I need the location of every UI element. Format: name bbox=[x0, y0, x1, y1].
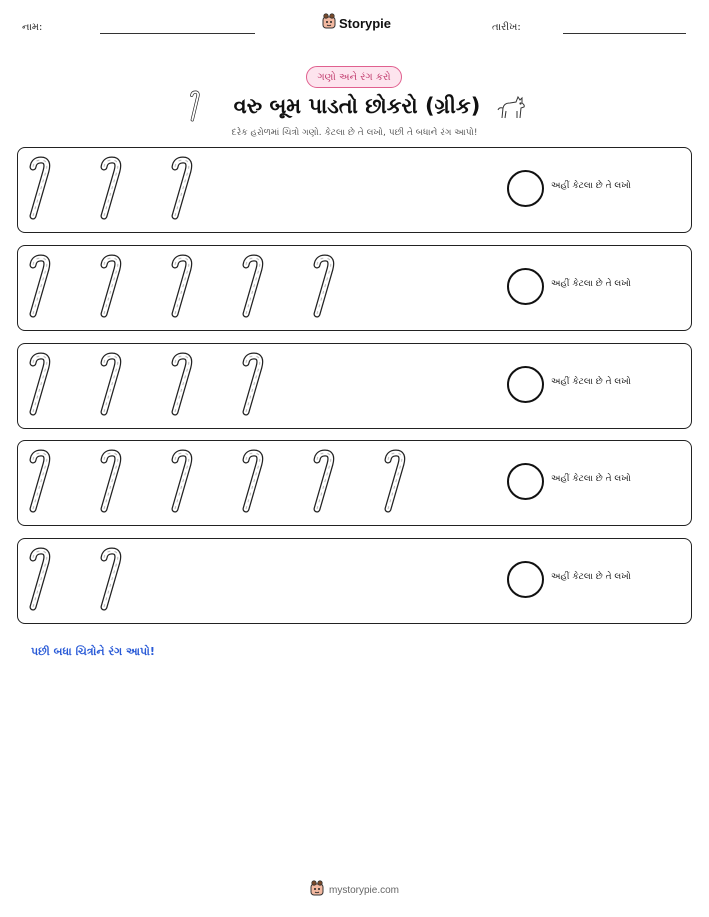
answer-circle[interactable] bbox=[507, 366, 544, 403]
answer-prompt: અહીં કેટલા છે તે લખો bbox=[551, 572, 631, 582]
candy-cane-icon[interactable] bbox=[28, 547, 99, 617]
candy-cane-icon[interactable] bbox=[170, 156, 241, 226]
answer-circle[interactable] bbox=[507, 268, 544, 305]
answer-prompt: અહીં કેટલા છે તે લખો bbox=[551, 279, 631, 289]
count-row bbox=[17, 538, 692, 624]
answer-circle[interactable] bbox=[507, 561, 544, 598]
candy-cane-icon[interactable] bbox=[99, 352, 170, 422]
count-row bbox=[17, 147, 692, 233]
count-row bbox=[17, 440, 692, 526]
footer bbox=[0, 880, 709, 900]
candy-cane-icon[interactable] bbox=[383, 449, 454, 519]
candy-cane-icon[interactable] bbox=[28, 352, 99, 422]
candy-cane-icon[interactable] bbox=[28, 449, 99, 519]
candy-cane-icon[interactable] bbox=[99, 156, 170, 226]
candy-cane-icon[interactable] bbox=[170, 449, 241, 519]
name-label: નામ: bbox=[22, 22, 43, 33]
answer-prompt: અહીં કેટલા છે તે લખો bbox=[551, 377, 631, 387]
cane-group bbox=[28, 449, 454, 519]
answer-prompt: અહીં કેટલા છે તે લખો bbox=[551, 181, 631, 191]
candy-cane-icon[interactable] bbox=[241, 449, 312, 519]
cane-group bbox=[28, 156, 241, 226]
activity-badge: ગણો અને રંગ કરો bbox=[306, 66, 402, 88]
storypie-logo-icon bbox=[310, 880, 324, 900]
brand-name: Storypie bbox=[339, 15, 392, 31]
count-row bbox=[17, 245, 692, 331]
candy-cane-icon bbox=[187, 90, 205, 126]
answer-circle[interactable] bbox=[507, 170, 544, 207]
candy-cane-icon[interactable] bbox=[99, 254, 170, 324]
footer-site: mystorypie.com bbox=[328, 884, 399, 896]
name-line[interactable] bbox=[100, 33, 255, 34]
wolf-icon bbox=[496, 90, 528, 126]
storypie-logo-icon bbox=[322, 13, 336, 33]
answer-circle[interactable] bbox=[507, 463, 544, 500]
candy-cane-icon[interactable] bbox=[99, 547, 170, 617]
cane-group bbox=[28, 254, 383, 324]
candy-cane-icon[interactable] bbox=[312, 254, 383, 324]
candy-cane-icon[interactable] bbox=[170, 352, 241, 422]
candy-cane-icon[interactable] bbox=[28, 156, 99, 226]
brand-logo bbox=[322, 13, 391, 33]
candy-cane-icon[interactable] bbox=[170, 254, 241, 324]
candy-cane-icon[interactable] bbox=[312, 449, 383, 519]
answer-prompt: અહીં કેટલા છે તે લખો bbox=[551, 474, 631, 484]
candy-cane-icon[interactable] bbox=[99, 449, 170, 519]
footer-note: પછી બધા ચિત્રોને રંગ આપો! bbox=[31, 645, 155, 658]
instructions: દરેક હરોળમાં ચિત્રો ગણો. કેટલા છે તે લખો, પછી તે બધાને રંગ આપો! bbox=[231, 128, 478, 138]
date-label: તારીખ: bbox=[492, 22, 521, 33]
count-row bbox=[17, 343, 692, 429]
cane-group bbox=[28, 352, 312, 422]
page-title: વરુ બૂમ પાડતો છોકરો (ગ્રીક) bbox=[233, 93, 481, 118]
candy-cane-icon[interactable] bbox=[241, 352, 312, 422]
candy-cane-icon[interactable] bbox=[241, 254, 312, 324]
candy-cane-icon[interactable] bbox=[28, 254, 99, 324]
date-line[interactable] bbox=[563, 33, 686, 34]
cane-group bbox=[28, 547, 170, 617]
